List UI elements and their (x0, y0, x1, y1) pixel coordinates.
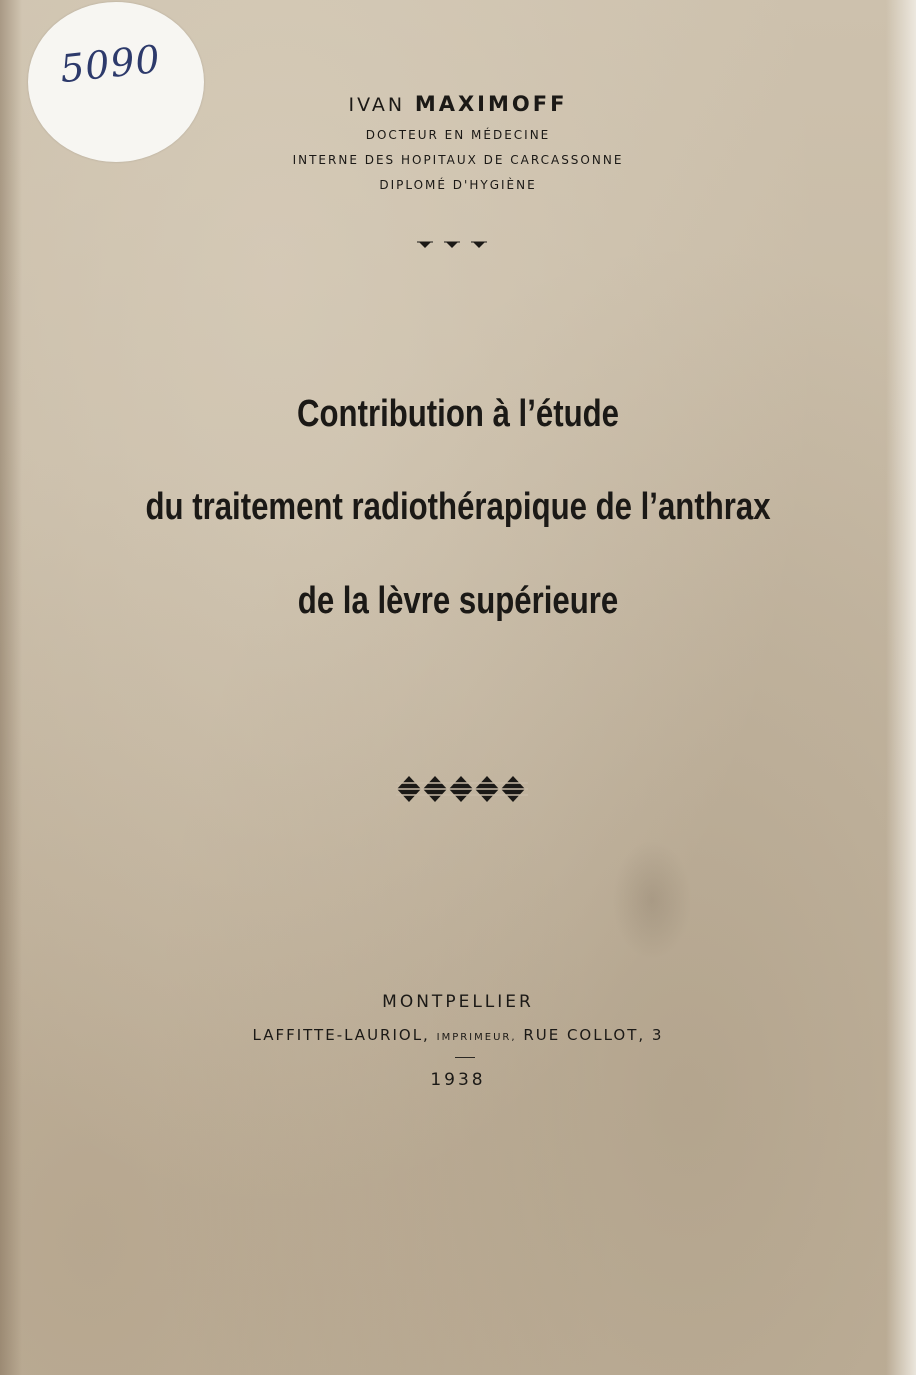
paper-stain (612, 840, 692, 960)
title-line: Contribution à l’étude (297, 393, 619, 435)
diamond-ornament-icon (396, 774, 528, 804)
imprint-year: 1938 (430, 1070, 486, 1090)
author-name (0, 92, 916, 116)
author-first-name: IVAN (348, 94, 406, 116)
printer-name: LAFFITTE-LAURIOL, (252, 1026, 430, 1044)
author-credential: DIPLOMÉ D'HYGIÈNE (379, 178, 537, 192)
paper-edge-shadow (0, 0, 22, 1375)
imprint-printer-line (0, 1026, 916, 1044)
shelf-number: 5090 (57, 36, 163, 92)
author-credential: DOCTEUR EN MÉDECINE (365, 128, 551, 142)
triangle-ornament-icon (417, 240, 489, 250)
title-line: du traitement radiothérapique de l’anthrax (145, 486, 771, 528)
author-credential: INTERNE DES HOPITAUX DE CARCASSONNE (292, 153, 624, 167)
author-last-name: MAXIMOFF (414, 92, 568, 116)
printer-address: RUE COLLOT, 3 (523, 1026, 664, 1044)
paper-edge-light (886, 0, 916, 1375)
separator-dash (455, 1057, 475, 1058)
title-line: de la lèvre supérieure (297, 580, 619, 622)
printer-role: IMPRIMEUR, (436, 1032, 517, 1043)
imprint-city: MONTPELLIER (382, 992, 534, 1012)
